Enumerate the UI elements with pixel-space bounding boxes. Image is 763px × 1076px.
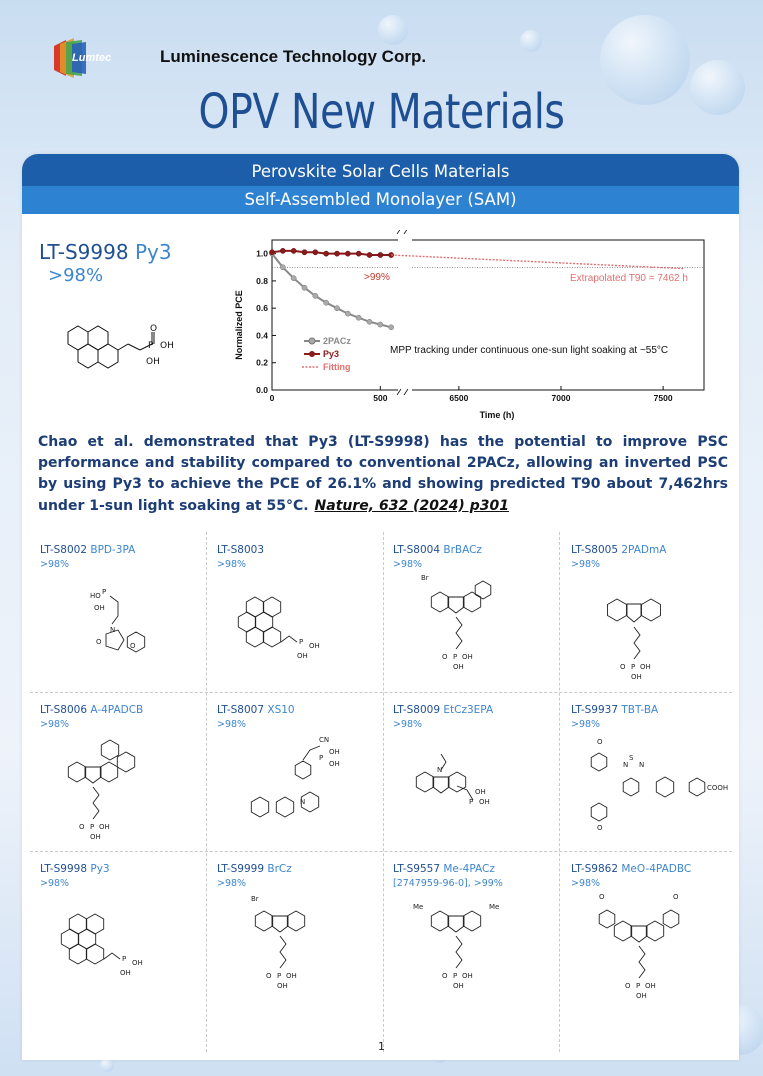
svg-text:P: P [90,823,95,831]
description-paragraph [38,432,728,517]
data-point-2pacz [356,315,361,320]
svg-text:OH: OH [645,982,656,990]
molecule-structure [215,732,375,850]
data-point-py3 [291,248,296,253]
svg-text:O: O [442,972,448,980]
material-card [561,692,736,866]
materials-grid [30,532,730,1054]
svg-text:OH: OH [160,341,174,351]
svg-text:O: O [597,824,603,832]
svg-text:P: P [453,653,458,661]
data-point-2pacz [389,325,394,330]
molecule-structure [38,732,198,850]
data-point-py3 [302,250,307,255]
series-line-py3 [272,251,391,255]
svg-text:N: N [300,798,306,806]
material-card [30,692,205,866]
svg-text:P: P [319,754,324,762]
molecule-structure [391,732,551,850]
molecule-structure [569,891,729,1009]
data-point-2pacz [334,306,339,311]
svg-text:OH: OH [120,969,131,977]
svg-text:O: O [266,972,272,980]
material-purity: [2747959-96-0], >99% [393,878,503,889]
x-tick-label: 6500 [449,393,469,403]
svg-text:OH: OH [99,823,110,831]
data-point-py3 [269,250,274,255]
featured-code-text: LT-S9998 [39,240,129,264]
py3-structure [58,318,198,388]
svg-text:OH: OH [636,992,647,1000]
lumtec-logo [46,38,134,78]
svg-text:Me: Me [413,903,424,911]
svg-text:OH: OH [90,833,101,841]
material-name: A-4PADCB [90,704,144,716]
material-card [561,851,736,1025]
svg-text:HO: HO [90,592,101,600]
svg-text:OH: OH [462,972,473,980]
x-axis-label: Time (h) [479,410,515,420]
featured-purity: >98% [48,265,104,286]
y-axis-label: Normalized PCE [234,290,244,360]
material-name: BrCz [267,863,292,875]
svg-text:S: S [629,754,634,762]
molecule-structure [569,732,729,850]
material-code: LT-S8007 XS10 [217,704,295,716]
data-point-2pacz [378,322,383,327]
series-line-fitting [391,255,683,269]
svg-text:N: N [110,626,116,634]
svg-text:Br: Br [251,895,259,903]
material-purity: >98% [217,559,247,570]
material-card [561,532,736,706]
data-point-2pacz [313,293,318,298]
molecule-structure [391,891,551,1009]
material-code: LT-S8003 [217,544,265,556]
svg-text:P: P [277,972,282,980]
material-purity: >98% [393,559,423,570]
material-name: TBT-BA [621,704,659,716]
svg-text:O: O [673,893,679,901]
pce-chart [232,230,722,425]
axis-break-gap [398,233,412,393]
svg-text:O: O [79,823,85,831]
material-card [30,532,205,706]
svg-text:O: O [442,653,448,661]
bubble-decor [100,1058,114,1072]
svg-text:P: P [636,982,641,990]
svg-text:CN: CN [319,736,330,744]
svg-text:O: O [599,893,605,901]
material-purity: >98% [571,878,601,889]
series-line-2pacz [272,254,391,328]
y-tick-label: 0.6 [256,303,268,314]
material-card [30,851,205,1025]
svg-text:OH: OH [453,982,464,990]
data-point-py3 [378,252,383,257]
page-title: OPV New Materials [198,84,565,140]
molecule-structure [215,891,375,1009]
material-purity: >98% [393,719,423,730]
svg-text:P: P [102,588,107,596]
svg-text:OH: OH [309,642,320,650]
svg-text:OH: OH [462,653,473,661]
svg-text:OH: OH [479,798,490,806]
data-point-py3 [356,251,361,256]
svg-text:OH: OH [329,748,340,756]
material-code: LT-S9999 BrCz [217,863,292,875]
molecule-structure [569,572,729,690]
svg-text:OH: OH [277,982,288,990]
svg-text:OH: OH [453,663,464,671]
material-purity: >98% [217,719,247,730]
section-band-title: Perovskite Solar Cells Materials [22,154,739,186]
y-tick-label: 0.0 [256,385,268,395]
material-purity: >98% [40,719,70,730]
x-tick-label: 7000 [551,393,571,403]
svg-text:P: P [631,663,636,671]
material-code: LT-S8005 2PADmA [571,544,667,556]
data-point-py3 [313,250,318,255]
chart-legend [302,336,351,372]
svg-text:OH: OH [146,357,160,367]
material-purity: >98% [571,559,601,570]
material-purity: >98% [40,878,70,889]
bubble-decor [520,30,542,52]
svg-text:Lumtec: Lumtec [72,52,112,64]
molecule-structure [38,572,198,690]
svg-text:O: O [620,663,626,671]
data-point-2pacz [280,265,285,270]
material-code: LT-S9862 MeO-4PADBC [571,863,692,875]
material-purity: >98% [571,719,601,730]
svg-text:OH: OH [297,652,308,660]
svg-text:OH: OH [94,604,105,612]
material-code: LT-S9998 Py3 [40,863,110,875]
material-card [383,532,558,706]
svg-text:OH: OH [132,959,143,967]
svg-text:N: N [639,761,645,769]
material-name: EtCz3EPA [443,704,494,716]
material-name: Py3 [90,863,110,875]
section-band-subtitle: Self-Assembled Monolayer (SAM) [22,186,739,214]
svg-text:O: O [130,642,136,650]
svg-text:OH: OH [329,760,340,768]
y-tick-label: 0.4 [256,330,268,341]
material-name: 2PADmA [621,544,667,556]
chart-axes [256,230,704,403]
material-card [383,692,558,866]
x-tick-label: 7500 [653,393,673,403]
svg-text:O: O [96,638,102,646]
data-point-2pacz [324,300,329,305]
svg-text:OH: OH [475,788,486,796]
svg-text:OH: OH [631,673,642,681]
molecule-structure [215,572,375,690]
svg-text:O: O [150,324,158,334]
svg-text:P: P [453,972,458,980]
material-purity: >98% [217,878,247,889]
material-card [207,851,382,1025]
material-code: LT-S8006 A-4PADCB [40,704,144,716]
svg-text:OH: OH [640,663,651,671]
chart-series [269,248,683,330]
data-point-2pacz [291,276,296,281]
material-name: MeO-4PADBC [621,863,692,875]
svg-text:P: P [469,798,474,806]
legend-fitting: Fitting [323,362,351,372]
svg-text:O: O [625,982,631,990]
reference-link[interactable]: Nature, 632 (2024) p301 [314,497,509,514]
data-point-2pacz [345,311,350,316]
material-card [207,532,382,706]
data-point-py3 [280,248,285,253]
svg-text:P: P [299,638,304,646]
bubble-decor [378,15,408,45]
material-card [383,851,558,1025]
bubble-decor [690,60,745,115]
x-tick-label: 500 [373,393,388,403]
mpp-annotation: MPP tracking under continuous one-sun light soaking at ~55°C [390,345,669,356]
material-code: LT-S8002 BPD-3PA [40,544,136,556]
y-tick-label: 1.0 [256,248,268,259]
svg-text:OH: OH [286,972,297,980]
material-name: Me-4PACz [443,863,495,875]
legend-py3: Py3 [323,349,340,359]
svg-text:COOH: COOH [707,784,729,792]
svg-text:Br: Br [421,574,429,582]
molecule-structure [38,891,198,1009]
featured-code [39,240,172,264]
data-point-py3 [324,251,329,256]
page-number: 1 [378,1040,385,1053]
company-name: Luminescence Technology Corp. [160,47,427,66]
legend-2pacz: 2PACz [323,336,351,346]
material-name: BPD-3PA [90,544,136,556]
material-code: LT-S8009 EtCz3EPA [393,704,494,716]
x-tick-label: 0 [269,393,275,403]
data-point-py3 [345,251,350,256]
molecule-structure [391,572,551,690]
material-code: LT-S9937 TBT-BA [571,704,659,716]
description-text: Chao et al. demonstrated that Py3 (LT-S9998) has the potential to improve PSC performance and stability compared to conventional 2PACz, allowing an inverted PSC by using Py3 to achieve the PCE of 26.1% and showing predicted T90 about 7,462hrs under 1-sun light soaking at 55°C. [38,434,728,514]
svg-text:P: P [148,341,154,351]
material-code: LT-S8004 BrBACz [393,544,482,556]
material-card [207,692,382,866]
material-name: XS10 [267,704,295,716]
svg-text:Me: Me [489,903,500,911]
data-point-2pacz [302,285,307,290]
py3-annotation: >99% [364,272,390,283]
y-tick-label: 0.2 [256,357,268,368]
material-name: BrBACz [443,544,482,556]
y-tick-label: 0.8 [256,275,268,286]
data-point-py3 [367,252,372,257]
material-code: LT-S9557 Me-4PACz [393,863,495,875]
svg-text:N: N [437,766,443,774]
svg-text:O: O [597,738,603,746]
t90-annotation: Extrapolated T90 = 7462 h [570,273,688,284]
svg-text:N: N [623,761,629,769]
data-point-py3 [334,251,339,256]
featured-name: Py3 [134,240,172,264]
material-purity: >98% [40,559,70,570]
data-point-2pacz [367,319,372,324]
svg-text:P: P [122,955,127,963]
